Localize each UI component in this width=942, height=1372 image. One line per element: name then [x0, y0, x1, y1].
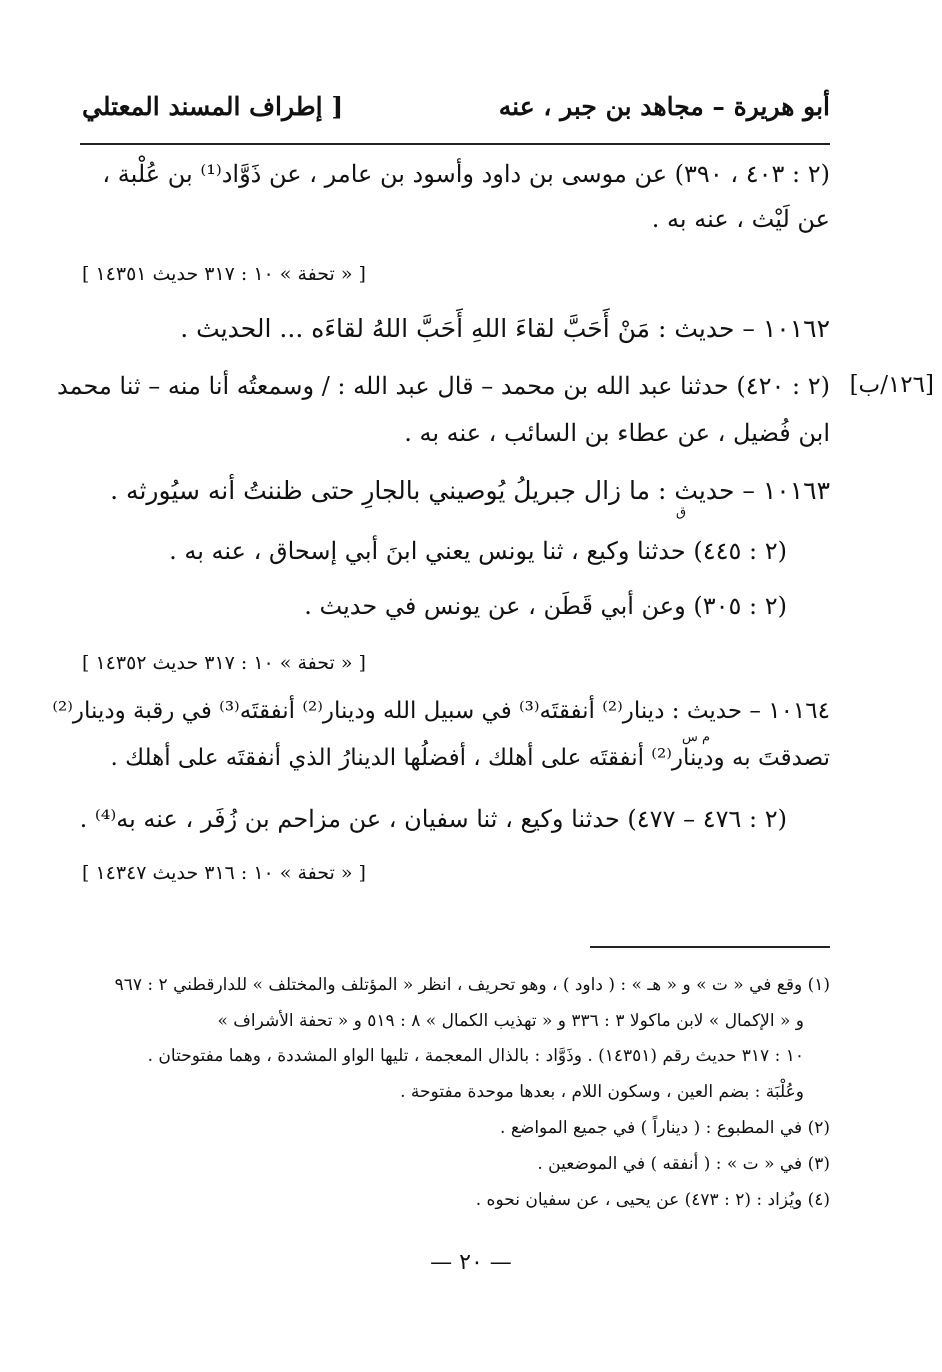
siglum-ms-mark: م س: [682, 730, 711, 745]
footnote-1-line-1: (١) وقع في « ت » و « هـ » : ( داود ) ، وهو تحريف ، انظر « المؤتلف والمختلف » للدارقطني ٢ : ٩٦٧: [114, 975, 830, 995]
text-line-9: (٢ : ٣٠٥) وعن أبي قَطَن ، عن يونس في حديث .: [304, 592, 787, 620]
text-line-13: (٢ : ٤٧٦ – ٤٧٧) حدثنا وكيع ، ثنا سفيان ، عن مزاحم بن زُفَر ، عنه به⁽⁴⁾ .: [79, 805, 787, 833]
header-rule: [80, 143, 830, 145]
hadith-10163-heading: ١٠١٦٣ – حديث : ما زال جبريلُ يُوصيني بالجارِ حتى ظننتُ أنه سيُورثه .: [110, 476, 830, 505]
tuhfa-reference-1: [ « تحفة » ١٠ : ٣١٧ حديث ١٤٣٥١ ]: [82, 263, 366, 285]
text-line-5: (٢ : ٤٢٠) حدثنا عبد الله بن محمد – قال عبد الله : / وسمعتُه أنا منه – ثنا محمد: [56, 372, 830, 400]
running-header-title: أبو هريرة – مجاهد بن جبر ، عنه: [498, 92, 830, 121]
footnote-3: (٣) في « ت » : ( أنفقه ) في الموضعين .: [537, 1154, 830, 1174]
siglum-q-mark: ق: [676, 505, 687, 520]
footnote-2: (٢) في المطبوع : ( ديناراً ) في جميع المواضع .: [500, 1118, 830, 1138]
footnote-rule: [590, 946, 830, 948]
text-line-8: (٢ : ٤٤٥) حدثنا وكيع ، ثنا يونس يعني ابنَ أبي إسحاق ، عنه به .: [169, 537, 787, 565]
text-line-2: عن لَيْث ، عنه به .: [651, 205, 830, 233]
hadith-10162-heading: ١٠١٦٢ – حديث : مَنْ أَحَبَّ لقاءَ اللهِ أَحَبَّ اللهُ لقاءَه ... الحديث .: [180, 314, 830, 343]
tuhfa-reference-2: [ « تحفة » ١٠ : ٣١٧ حديث ١٤٣٥٢ ]: [82, 652, 366, 674]
footnote-1-line-2: و « الإكمال » لابن ماكولا ٣ : ٣٣٦ و « تهذيب الكمال » ٨ : ٥١٩ و « تحفة الأشراف »: [217, 1011, 804, 1031]
text-line-12: تصدقتَ به ودينار⁽²⁾ أنفقتَه على أهلك ، أفضلُها الدينارُ الذي أنفقتَه على أهلك .: [110, 745, 830, 771]
page-number: — ٢٠ —: [430, 1250, 512, 1275]
footnote-4: (٤) ويُزاد : (٢ : ٤٧٣) عن يحيى ، عن سفيان نحوه .: [475, 1190, 830, 1210]
folio-margin-note: [١٢٦/ب]: [849, 372, 934, 398]
running-header-book: [ إطراف المسند المعتلي: [82, 92, 344, 121]
tuhfa-reference-3: [ « تحفة » ١٠ : ٣١٦ حديث ١٤٣٤٧ ]: [82, 862, 366, 884]
footnote-1-line-4: وعُلْبَة : بضم العين ، وسكون اللام ، بعدها موحدة مفتوحة .: [400, 1082, 804, 1102]
text-line-1: (٢ : ٤٠٣ ، ٣٩٠) عن موسى بن داود وأسود بن عامر ، عن ذَوَّاد⁽¹⁾ بن عُلْبة ،: [102, 160, 830, 188]
hadith-10164-heading: ١٠١٦٤ – حديث : دينار⁽²⁾ أنفقتَه⁽³⁾ في سبيل الله ودينار⁽²⁾ أنفقتَه⁽³⁾ في رقبة ودينار⁽²⁾: [52, 698, 830, 724]
text-line-6: ابن فُضيل ، عن عطاء بن السائب ، عنه به .: [404, 419, 830, 447]
footnote-1-line-3: ١٠ : ٣١٧ حديث رقم (١٤٣٥١) . وذَوَّاد : بالذال المعجمة ، تليها الواو المشددة ، وهما مفتوحتان .: [147, 1046, 804, 1066]
